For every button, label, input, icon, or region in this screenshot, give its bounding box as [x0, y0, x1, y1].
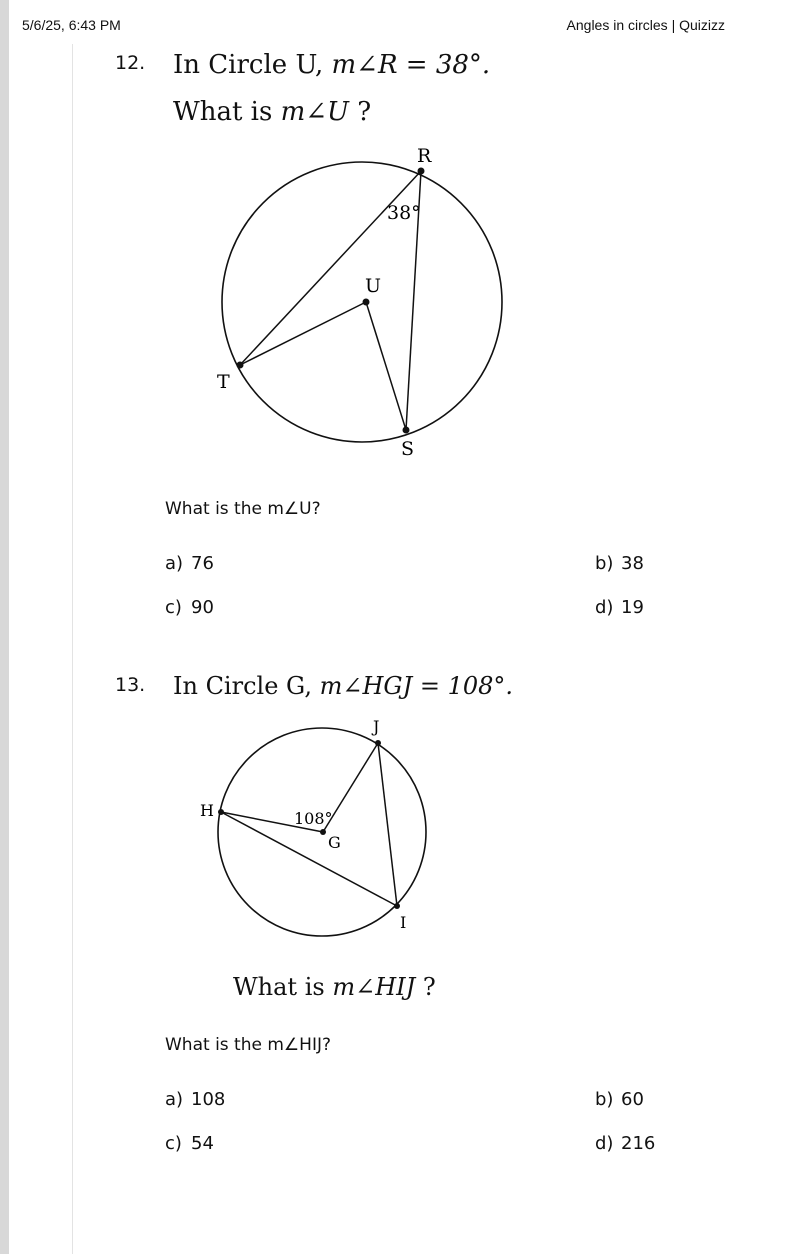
subquestion-math: m∠HIJ [332, 973, 416, 1001]
option-letter: b) [595, 1089, 614, 1110]
option-letter: c) [165, 1133, 182, 1154]
point-i [394, 903, 400, 909]
question-number: 12. [115, 52, 146, 74]
label-r: R [417, 145, 432, 167]
label-g: G [328, 833, 341, 852]
angle-label-g: 108° [294, 809, 333, 828]
question-subquestion [233, 973, 436, 1001]
option-value: 76 [191, 553, 214, 574]
question-number: 13. [115, 674, 146, 696]
statement-math: m∠HGJ = 108°. [319, 672, 514, 700]
subquestion-prefix: What is [173, 97, 281, 127]
option-value: 90 [191, 597, 214, 618]
option-value: 216 [621, 1133, 656, 1154]
label-s: S [401, 438, 415, 460]
option-a[interactable] [165, 1089, 225, 1110]
option-letter: c) [165, 597, 182, 618]
label-h: H [200, 801, 214, 820]
label-i: I [400, 913, 407, 932]
question-prompt: What is the m∠U? [165, 499, 321, 519]
point-j [375, 740, 381, 746]
chord-ji [378, 743, 397, 906]
subquestion-prefix: What is [233, 973, 333, 1001]
option-letter: d) [595, 597, 614, 618]
option-c[interactable] [165, 1133, 214, 1154]
label-u: U [365, 275, 382, 297]
option-letter: a) [165, 1089, 184, 1110]
subquestion-suffix: ? [415, 973, 436, 1001]
angle-label-r: 38° [387, 202, 421, 224]
option-value: 108 [191, 1089, 226, 1110]
statement-prefix: In Circle G, [173, 672, 320, 700]
question-prompt: What is the m∠HIJ? [165, 1035, 331, 1055]
option-value: 19 [621, 597, 644, 618]
print-title: Angles in circles | Quizizz [566, 17, 725, 33]
option-value: 38 [621, 553, 644, 574]
point-g [320, 829, 326, 835]
point-h [218, 809, 224, 815]
statement-math: m∠R = 38°. [331, 50, 491, 80]
option-value: 54 [191, 1133, 214, 1154]
subquestion-math: m∠U [280, 97, 349, 127]
option-value: 60 [621, 1089, 644, 1110]
option-letter: b) [595, 553, 614, 574]
statement-prefix: In Circle U, [173, 50, 332, 80]
option-d[interactable] [595, 1133, 655, 1154]
label-t: T [217, 371, 230, 393]
option-letter: d) [595, 1133, 614, 1154]
subquestion-suffix: ? [348, 97, 372, 127]
print-timestamp: 5/6/25, 6:43 PM [22, 17, 121, 33]
option-letter: a) [165, 553, 184, 574]
label-j: J [373, 717, 380, 736]
option-b[interactable] [595, 1089, 644, 1110]
